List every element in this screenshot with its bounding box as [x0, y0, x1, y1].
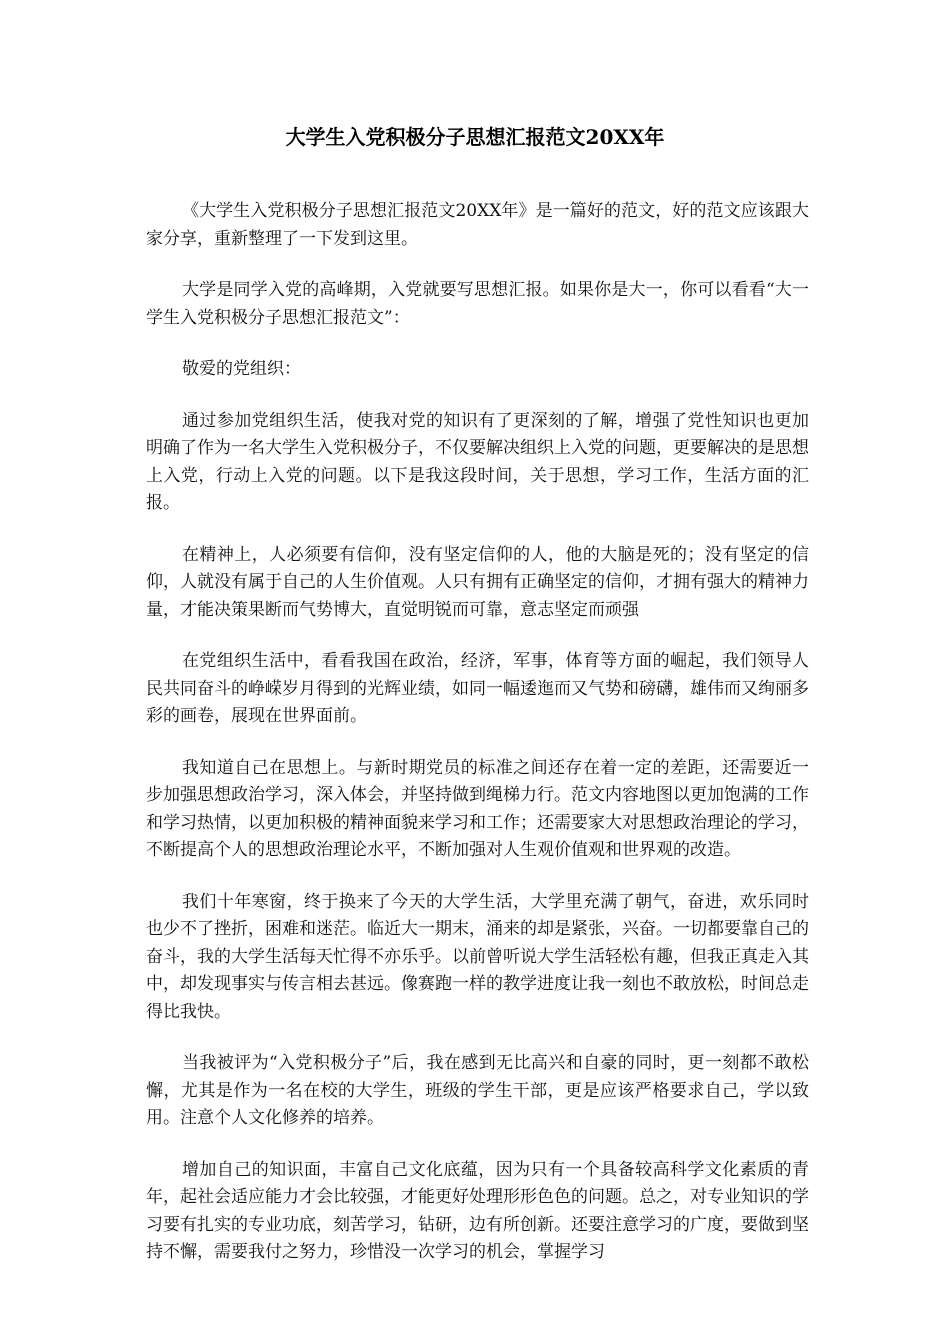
- paragraph: 敬爱的党组织：: [182, 359, 301, 379]
- paragraph: 在精神上，人必须要有信仰，没有坚定信仰的人，他的大脑是死的；没有坚定的信仰，人就没有属于自己的人生价值观。人只有拥有正确坚定的信仰，才拥有强大的精神力量，才能决策果断而气势博大，直觉明锐而可靠，意志坚定而顽强: [146, 544, 809, 620]
- paragraph: 当我被评为“入党积极分子”后，我在感到无比高兴和自豪的同时，更一刻都不敢松懈，尤其是作为一名在校的大学生，班级的学生干部，更是应该严格要求自己，学以致用。注意个人文化修养的培养。: [146, 1053, 809, 1128]
- document-body: [146, 198, 809, 1291]
- paragraph: 增加自己的知识面，丰富自己文化底蕴，因为只有一个具备较高科学文化素质的青年，起社会适应能力才会比较强，才能更好处理形形色色的问题。总之，对专业知识的学习要有扎实的专业功底，刻苦学习，钻研，边有所创新。还要注意学习的广度，要做到坚持不懈，需要我付之努力，珍惜没一次学习的机会，掌握学习: [146, 1159, 809, 1262]
- paragraph: 我知道自己在思想上。与新时期党员的标准之间还存在着一定的差距，还需要近一步加强思想政治学习，深入体会，并坚持做到绳梯力行。范文内容地图以更加饱满的工作和学习热情，以更加积极的精神面貌来学习和工作；还需要家大对思想政治理论的学习，不断提高个人的思想政治理论水平，不断加强对人生观价值观和世界观的改造。: [146, 757, 809, 860]
- document-title: 大学生入党积极分子思想汇报范文20XX年: [285, 125, 665, 149]
- paragraph: 在党组织生活中，看看我国在政治，经济，军事，体育等方面的崛起，我们领导人民共同奋斗的峥嵘岁月得到的光辉业绩，如同一幅逶迤而又气势和磅礴，雄伟而又绚丽多彩的画卷，展现在世界面前。: [146, 651, 809, 726]
- paragraph: 《大学生入党积极分子思想汇报范文20XX年》是一篇好的范文，好的范文应该跟大家分享，重新整理了一下发到这里。: [146, 201, 809, 249]
- paragraph: 大学是同学入党的高峰期，入党就要写思想汇报。如果你是大一，你可以看看“大一学生入党积极分子思想汇报范文”：: [146, 280, 809, 328]
- paragraph: 我们十年寒窗，终于换来了今天的大学生活，大学里充满了朝气，奋进，欢乐同时也少不了挫折，困难和迷茫。临近大一期末，涌来的却是紧张，兴奋。一切都要靠自己的奋斗，我的大学生活每天忙得不亦乐乎。以前曾听说大学生活轻松有趣，但我正真走入其中，却发现事实与传言相去甚远。像赛跑一样的教学进度让我一刻也不敢放松，时间总走得比我快。: [146, 891, 809, 1022]
- paragraph: 通过参加党组织生活，使我对党的知识有了更深刻的了解，增强了党性知识也更加明确了作为一名大学生入党积极分子，不仅要解决组织上入党的问题，更要解决的是思想上入党，行动上入党的问题。以下是我这段时间，关于思想，学习工作，生活方面的汇报。: [146, 410, 809, 513]
